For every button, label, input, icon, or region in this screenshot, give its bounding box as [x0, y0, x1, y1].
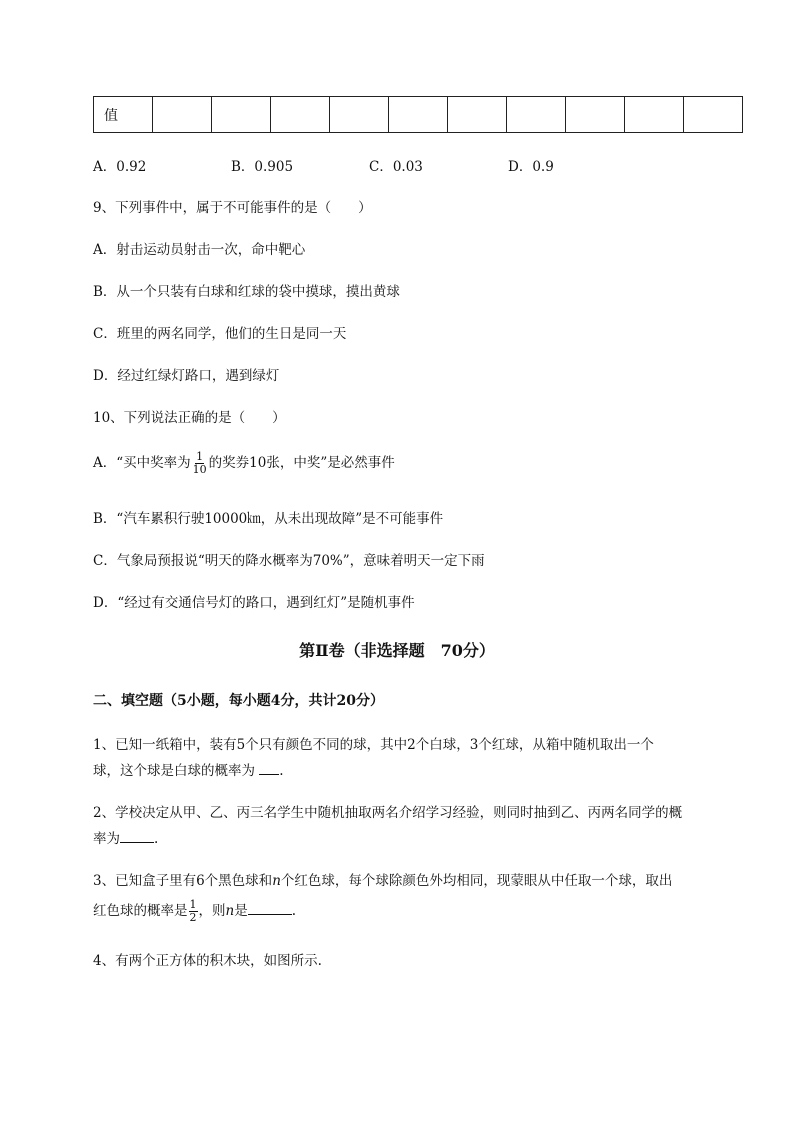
fraction-denominator: 2 — [189, 911, 197, 924]
table-cell — [684, 97, 743, 133]
table-cell — [566, 97, 625, 133]
answer-blank — [259, 762, 279, 775]
fraction-numerator: 1 — [196, 450, 204, 463]
fill-q3-text-c: 红色球的概率是 — [93, 903, 188, 919]
fill-q2-line2 — [93, 827, 158, 847]
q9-stem: 9、下列事件中，属于不可能事件的是（ ） — [93, 200, 372, 216]
q8-option-b: B．0.905 — [231, 159, 294, 175]
fill-q3-line1 — [93, 869, 672, 889]
fraction — [189, 899, 198, 924]
fill-q2-line1: 2、学校决定从甲、乙、丙三名学生中随机抽取两名介绍学习经验，则同时抽到乙、丙两名同学的概 — [93, 805, 683, 821]
table-cell — [330, 97, 389, 133]
q9-option-d: D．经过红绿灯路口，遇到绿灯 — [93, 368, 280, 384]
table-cell — [153, 97, 212, 133]
fill-q1-end: . — [279, 763, 284, 779]
fraction-numerator: 1 — [189, 898, 197, 911]
fill-q3-text-a: 3、已知盒子里有6个黑色球和 — [93, 873, 273, 889]
answer-blank — [120, 830, 154, 843]
table-cell — [212, 97, 271, 133]
table-cell — [271, 97, 330, 133]
q9-option-b: B．从一个只装有白球和红球的袋中摸球，摸出黄球 — [93, 284, 400, 300]
fill-q1-text: 球，这个球是白球的概率为 — [93, 763, 255, 779]
q10-option-d: D．“经过有交通信号灯的路口，遇到红灯”是随机事件 — [93, 595, 415, 611]
q8-option-d: D．0.9 — [508, 159, 554, 175]
q9-option-c: C．班里的两名同学，他们的生日是同一天 — [93, 326, 347, 342]
fill-q1-line1: 1、已知一纸箱中，装有5个只有颜色不同的球，其中2个白球，3个红球，从箱中随机取出一个 — [93, 737, 654, 753]
value-table — [93, 96, 743, 133]
table-row — [94, 97, 743, 133]
q9-option-a: A．射击运动员射击一次，命中靶心 — [93, 242, 306, 258]
section-title: 第Ⅱ卷（非选择题 70分） — [299, 641, 495, 660]
q10-option-c: C．气象局预报说“明天的降水概率为70%”，意味着明天一定下雨 — [93, 553, 485, 569]
answer-blank — [248, 902, 292, 915]
fill-q1-line2 — [93, 759, 284, 779]
section-heading: 二、填空题（5小题，每小题4分，共计20分） — [93, 693, 384, 709]
q8-option-c: C．0.03 — [369, 159, 423, 175]
table-cell — [507, 97, 566, 133]
fill-q2-text: 率为 — [93, 831, 120, 847]
q8-option-a: A．0.92 — [93, 159, 147, 175]
fraction-denominator: 10 — [192, 463, 207, 476]
q10-stem: 10、下列说法正确的是（ ） — [93, 410, 286, 426]
q10-option-a — [93, 449, 395, 477]
fill-q3-end: . — [291, 903, 296, 919]
fill-q3-text-d: ，则 — [198, 903, 226, 919]
table-row-header: 值 — [94, 97, 153, 133]
table-cell — [389, 97, 448, 133]
fill-q4: 4、有两个正方体的积木块，如图所示. — [93, 953, 322, 969]
variable-n: n — [225, 903, 235, 919]
table-cell — [448, 97, 507, 133]
fill-q3-text-e: 是 — [234, 903, 248, 919]
q10-option-a-prefix: A．“买中奖率为 — [93, 455, 191, 471]
variable-n: n — [272, 873, 281, 889]
q10-option-a-suffix: 的奖券10张，中奖”是必然事件 — [208, 455, 395, 471]
fill-q3-line2 — [93, 897, 296, 925]
q10-option-b: B．“汽车累积行驶10000㎞，从未出现故障”是不可能事件 — [93, 511, 444, 527]
fill-q3-text-b: 个红色球，每个球除颜色外均相同，现蒙眼从中任取一个球，取出 — [280, 873, 673, 889]
fraction — [192, 451, 208, 476]
table-cell — [625, 97, 684, 133]
fill-q2-end: . — [154, 831, 159, 847]
